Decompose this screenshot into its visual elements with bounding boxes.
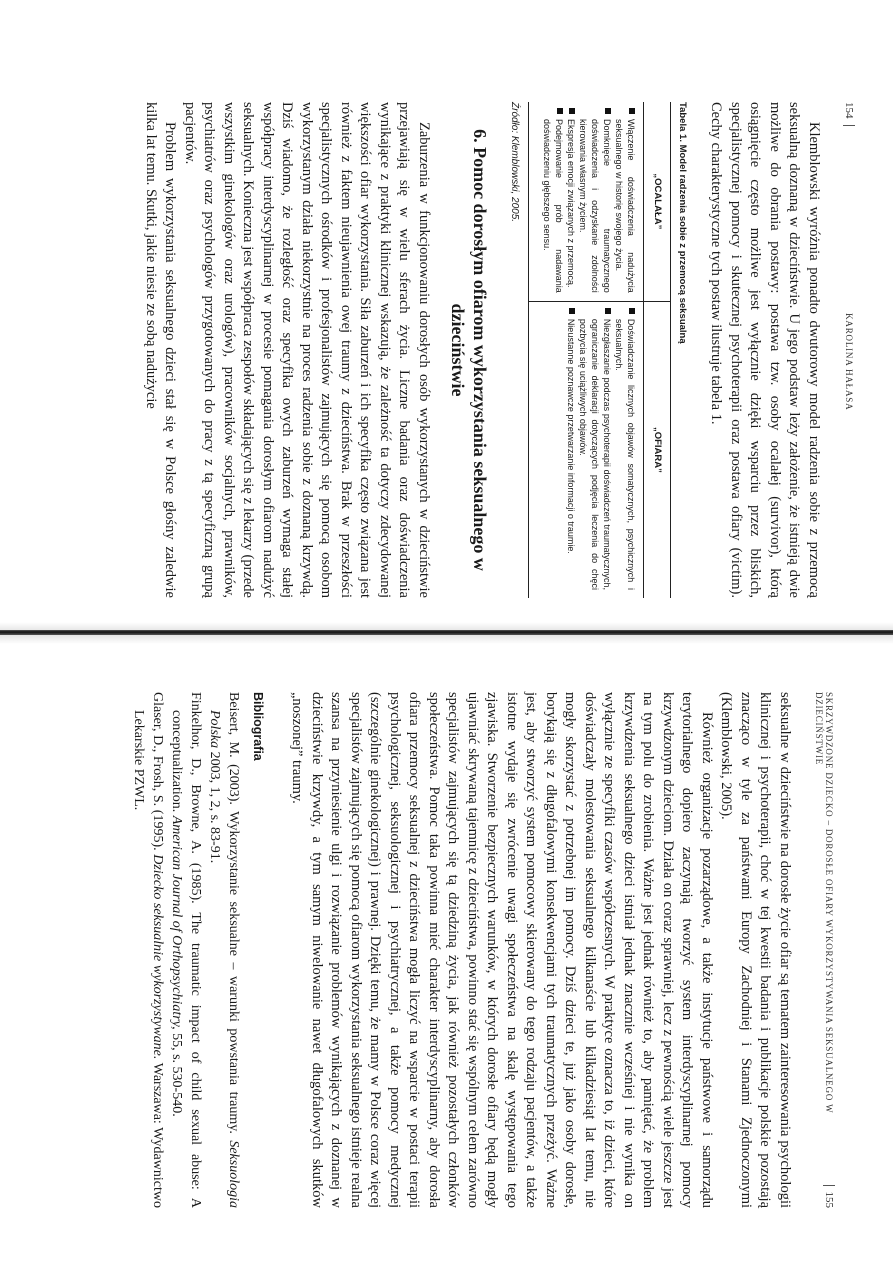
body-text [706,102,823,598]
list-item: Niezgłaszanie podczas psychoterapii doświadczeń traumatycznych, ograniczanie deklaracji dotyczących podjęcia leczenia do chęci pozbycia się uciążliwych objawów. [577,308,613,590]
reference-list [129,692,243,1208]
reference-item: Finkelhor, D., Browne, A. (1985). The traumatic impact of child sexual abuse: A conceptualization. American Journal of Orthopsychiatry, 55, s. 530-540. [169,692,203,1208]
column-header-survivor: „OCALAŁA” [644,102,671,301]
bullet-square-icon [569,308,575,314]
list-item: Włączenie doświadczenia nadużycia seksualnego w historię swojego życia. [613,108,637,293]
paragraph: Problem wykorzystania seksualnego dzieci stał się w Polsce głośny zaledwie kilka lat temu. Skutki, jakie niesie ze sobą nadużycie [143,102,179,598]
victim-cell [529,301,644,598]
page-155 [25,690,835,1210]
list-item: Podejmowanie prób nadawania doświadczeniu głębszego sensu. [541,108,565,293]
running-head [814,692,835,1208]
bullet-square-icon [557,108,563,114]
coping-model-table [528,102,671,598]
page-gutter [0,630,893,635]
list-item: Domknięcie traumatycznego doświadczenia i odzyskanie zdolności kierowania własnym życiem. [577,108,613,293]
page-number: 154 [843,102,855,126]
bullet-square-icon [629,108,635,114]
paragraph: Zaburzenia w funkcjonowaniu dorosłych osób wykorzystanych w dzieciństwie przejawiają się w wielu sferach życia. Liczne badania oraz doświadczenia wynikające z praktyki klinicznej wskazują, że zależność ta dotyczy zdecydowanej większości ofiar wykorzystania. Siła zaburzeń i ich specyfika często związana jest również z faktem nieujawnienia owej traumy z dzieciństwa. Brak w przeszłości specjalistycznych ośrodków i profesjonalistów zajmujących się pomocą osobom wykorzystanym działa niekorzystnie na proces radzenia sobie z doznaną krzywdą. Dziś wiadomo, że rozległość oraz specyfika owych zaburzeń wymaga stałej współpracy interdyscyplinarnej w procesie pomagania dorosłym ofiarom nadużyć seksualnych. Konieczna jest współpraca zespołów składających się z lekarzy (przede wszystkim ginekologów oraz urologów), pracowników socjalnych, prawników, psychiatrów oraz psychologów przygotowanych do pracy z tą specyficzną grupą pacjentów. [182,102,432,598]
running-head-title: SKRZYWDZONE DZIECKO – DOROSŁE OFIARY WYKORZYSTYWANIA SEKSUALNEGO W DZIECIŃSTWIE [814,692,834,1114]
paragraph: Również organizacje pozarządowe, a także instytucje państwowe i samorządu terytorialnego dopiero zaczynają tworzyć system interdyscyplinarnej pomocy krzywdzonym dzieciom. Działa on coraz sprawniej, lecz z pewnością wiele jeszcze jest na tym polu do zrobienia. Ważne jest jednak również to, aby pamiętać, że problem krzywdzenia seksualnego dzieci istniał jednak znacznie wcześniej i nie wynika on wyłącznie ze specyfiki czasów współczesnych. W praktyce oznacza to, iż dzieci, które doświadczały molestowania seksualnego kilkanaście lub kilkadziesiąt lat temu, nie mogły skorzystać z potrzebnej im pomocy. Dziś dzieci te, już jako osoby dorosłe, borykają się z długofalowymi konsekwencjami tych traumatycznych przeżyć. Ważne jest, aby stworzyć system pomocowy skierowany do tego rodzaju pacjentów, a także istotne wydaje się zwrócenie uwagi społeczeństwa na skalę występowania tego zjawiska. Stworzenie bezpiecznych warunków, w których dorosłe ofiary będą mogły ujawniać skrywaną tajemnicę z dzieciństwa, powinno stać się wspólnym celem zarówno specjalistów zajmujących się tą dziedziną życia, jak również pozostałych członków społeczeństwa. Pomoc taka powinna mieć charakter interdyscyplinarny, aby dorosła ofiara przemocy seksualnej z dzieciństwa mogła liczyć na wsparcie w postaci terapii psychologicznej, seksuologicznej i psychiatrycznej, a także pomocy medycznej (szczególnie ginekologicznej) i prawnej. Dzięki temu, że mamy w Polsce coraz więcej specjalistów zajmujących się pomocą ofiarom wykorzystania seksualnego istnieje realna szansa na przyniesienie ulgi i rozwiązanie problemów wynikających z doznanej w dzieciństwie krzywdy, a tym samym niwelowanie nawet długofalowych skutków „noszonej” traumy. [289,692,715,1208]
table-caption: Tabela 1. Model radzenia sobie z przemocą seksualną [677,102,688,344]
bibliography-heading: Bibliografia [251,692,265,761]
reference-item: Beisert, M. (2003). Wykorzystanie seksualne – warunki powstania traumy. Seksuologia Polska 2003, 1, 2, s. 83-91. [207,692,241,1208]
list-item: Nieustanne poznawcze przetwarzanie informacji o traumie. [565,308,577,590]
list-item: Ekspresja emocji związanych z przemocą. [565,108,577,293]
body-text [141,102,434,598]
body-text [287,692,794,1208]
column-header-victim: „OFIARA” [644,301,671,598]
section-heading: 6. Pomoc dorosłym ofiarom wykorzystania seksualnego w dzieciństwie [448,129,490,571]
running-head-author: KAROLINA HAŁASA [844,313,854,411]
paragraph: seksualne w dzieciństwie na dorosłe życie ofiar są tematem zainteresowania psychologii klinicznej i psychoterapii, choć w tej kwestii badania i publikacje polskie pozostają znacząco w tyle za państwami Europy Zachodniej i Stanami Zjednoczonymi (Klemblowski, 2005). [718,692,793,1208]
bullet-square-icon [605,308,611,314]
page-154 [65,100,855,600]
bullet-square-icon [605,108,611,114]
reference-item: Glaser, D., Frosh, S. (1995). Dziecko seksualnie wykorzystywane. Warszawa: Wydawnictwo Lekarskie PZWL. [131,692,165,1208]
running-head [843,102,855,598]
page-number: 155 [823,1185,835,1209]
table-source: Źródło: Klemblowski, 2005. [509,102,520,223]
bullet-square-icon [629,308,635,314]
survivor-cell [529,102,644,301]
intro-paragraph: Klemblowski wyróżnia ponadto dwutorowy model radzenia sobie z przemocą seksualną doznaną w dzieciństwie. U jego podstaw leży założenie, że istnieją dwie możliwe do obrania postawy: postawa tzw. osoby ocalałej (survivor), którą osiągnięcie często możliwe jest wyłącznie dzięki wsparciu przez bliskich, specjalistycznej pomocy i skutecznej psychoterapii oraz postawa ofiary (victim). Cechy charakterystyczne tych postaw ilustruje tabela 1. [708,102,822,598]
bullet-square-icon [569,108,575,114]
list-item: Doświadczanie licznych objawów somatycznych, psychicznych i seksualnych. [613,308,637,590]
